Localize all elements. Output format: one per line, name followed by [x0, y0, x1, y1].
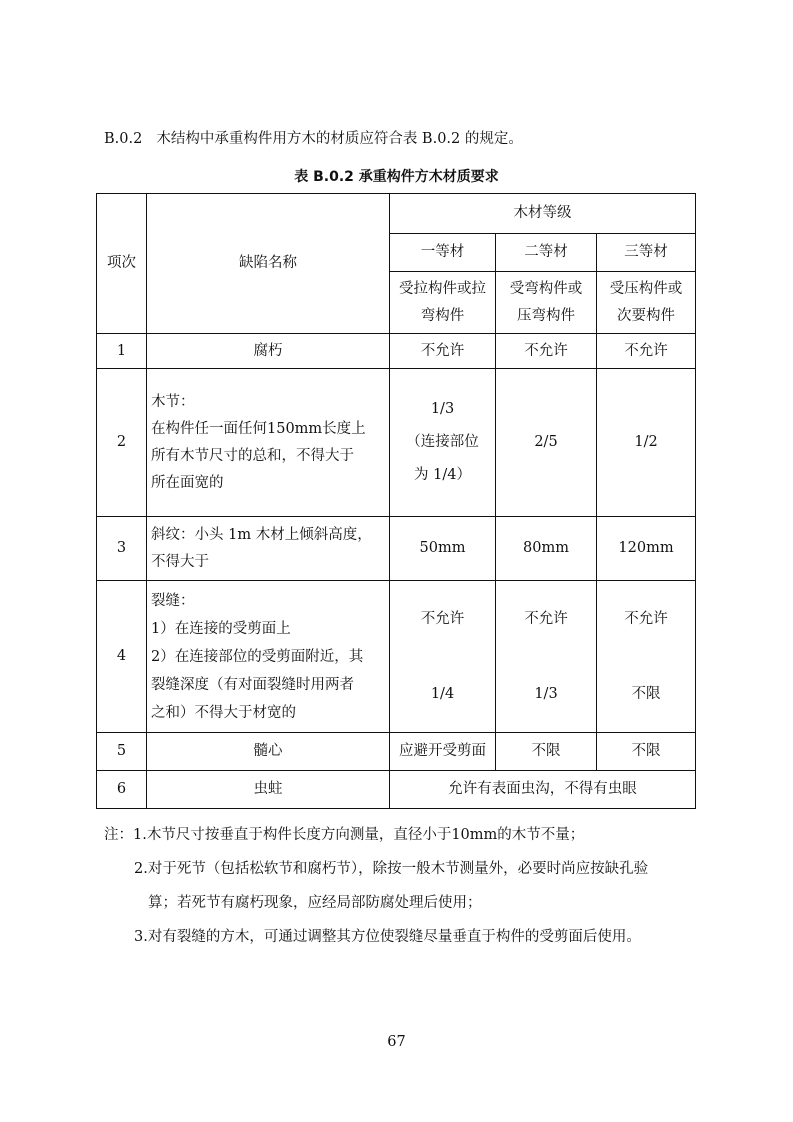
header-grade-3: 三等材 — [597, 234, 696, 272]
clause-text: 木结构中承重构件用方木的材质应符合表 B.0.2 的规定。 — [156, 131, 523, 147]
grade-2-value: 2/5 — [496, 369, 597, 517]
clause-number: B.0.2 — [104, 131, 143, 147]
grade-3-value: 不允许 — [597, 334, 696, 369]
table-row — [97, 334, 696, 369]
header-grade-1: 一等材 — [390, 234, 496, 272]
table-row — [97, 517, 696, 581]
row-number: 1 — [97, 334, 147, 369]
table-notes — [104, 818, 724, 954]
grade-2-value: 80mm — [496, 517, 597, 581]
header-row-1 — [97, 194, 696, 234]
header-defect: 缺陷名称 — [147, 194, 390, 334]
header-grade-group: 木材等级 — [390, 194, 696, 234]
defect-name: 裂缝： 1）在连接的受剪面上 2）在连接部位的受剪面附近，其 裂缝深度（有对面裂缝时用两者 之和）不得大于材宽的 — [147, 581, 390, 733]
table-row — [97, 369, 696, 517]
grade-2-value: 不限 — [496, 733, 597, 771]
header-item: 项次 — [97, 194, 147, 334]
grade-1-value: 应避开受剪面 — [390, 733, 496, 771]
grade-3-value: 1/2 — [597, 369, 696, 517]
note-2-continued: 算；若死节有腐朽现象，应经局部防腐处理后使用； — [148, 895, 482, 911]
table-row — [97, 581, 696, 733]
grade-2-value: 不允许 — [496, 334, 597, 369]
defect-name: 腐朽 — [147, 334, 390, 369]
header-use-3: 受压构件或 次要构件 — [597, 272, 696, 334]
grade-1-value: 不允许 1/4 — [390, 581, 496, 733]
defect-name: 木节： 在构件任一面任何150mm长度上 所有木节尺寸的总和，不得大于 所在面宽的 — [147, 369, 390, 517]
table-caption: 表 B.0.2 承重构件方木材质要求 — [294, 169, 499, 185]
grade-3-value: 120mm — [597, 517, 696, 581]
table-row — [97, 771, 696, 809]
header-use-2: 受弯构件或 压弯构件 — [496, 272, 597, 334]
merged-grade-value: 允许有表面虫沟，不得有虫眼 — [390, 771, 696, 809]
note-3: 3.对有裂缝的方木，可通过调整其方位使裂缝尽量垂直于构件的受剪面后使用。 — [134, 929, 641, 945]
defect-name: 髓心 — [147, 733, 390, 771]
header-use-1: 受拉构件或拉 弯构件 — [390, 272, 496, 334]
table-row — [97, 733, 696, 771]
grade-1-value: 不允许 — [390, 334, 496, 369]
grade-1-value: 50mm — [390, 517, 496, 581]
note-1: 注：1.木节尺寸按垂直于构件长度方向测量，直径小于10mm的木节不量； — [104, 827, 585, 843]
row-number: 4 — [97, 581, 147, 733]
note-2: 2.对于死节（包括松软节和腐朽节），除按一般木节测量外，必要时尚应按缺孔验 — [134, 861, 649, 877]
defect-name: 斜纹：小头 1m 木材上倾斜高度， 不得大于 — [147, 517, 390, 581]
grade-3-value: 不限 — [597, 733, 696, 771]
grade-1-value: 1/3 （连接部位 为 1/4） — [390, 369, 496, 517]
row-number: 6 — [97, 771, 147, 809]
grade-2-value: 不允许 1/3 — [496, 581, 597, 733]
row-number: 3 — [97, 517, 147, 581]
row-number: 5 — [97, 733, 147, 771]
page-number: 67 — [387, 1034, 406, 1050]
grade-3-value: 不允许 不限 — [597, 581, 696, 733]
header-grade-2: 二等材 — [496, 234, 597, 272]
defect-name: 虫蛀 — [147, 771, 390, 809]
intro-paragraph — [104, 127, 523, 148]
material-requirements-table — [96, 193, 696, 809]
row-number: 2 — [97, 369, 147, 517]
